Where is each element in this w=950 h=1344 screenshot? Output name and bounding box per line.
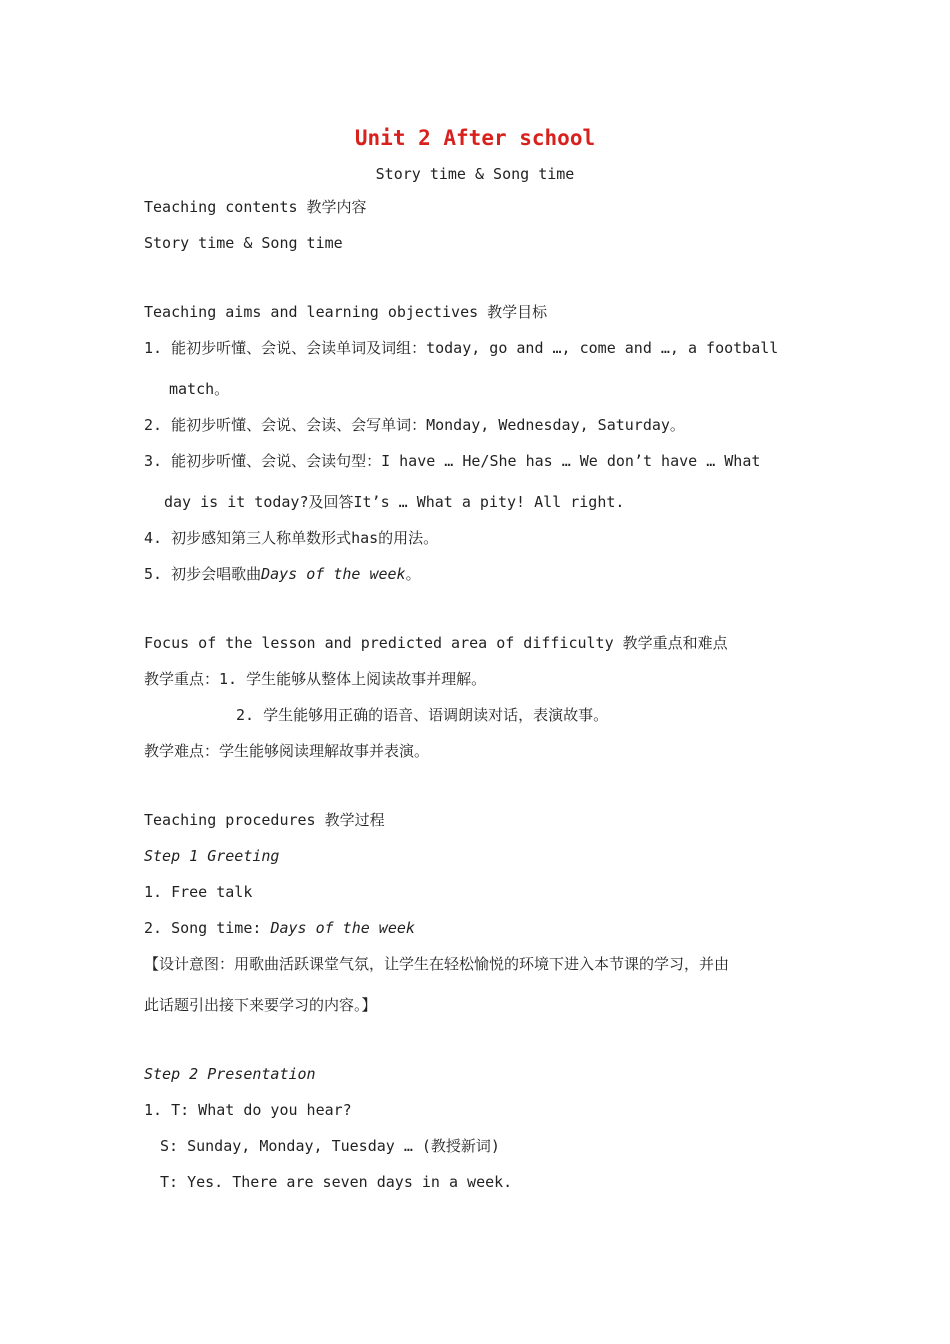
aim-5 [144, 564, 421, 584]
page-subtitle: Story time & Song time [375, 165, 575, 183]
step-2-student-line: S: Sunday, Monday, Tuesday … (教授新词) [160, 1137, 500, 1155]
design-intent-line-1: 【设计意图：用歌曲活跃课堂气氛，让学生在轻松愉悦的环境下进入本节课的学习，并由 [144, 955, 730, 973]
focus-key-2: 2. 学生能够用正确的语音、语调朗读对话，表演故事。 [236, 706, 609, 724]
step-1-item-1: 1. Free talk [144, 883, 253, 901]
step-1-title: Step 1 Greeting [144, 847, 280, 865]
procedures-heading: Teaching procedures 教学过程 [144, 811, 385, 829]
step-1-item-2 [144, 918, 415, 938]
step-1-item-2-song: Days of the week [270, 919, 415, 937]
aim-5-prefix: 5. 初步会唱歌曲 [144, 565, 262, 583]
aims-heading: Teaching aims and learning objectives 教学目标 [144, 303, 548, 321]
step-2-item-1: 1. T: What do you hear? [144, 1101, 352, 1119]
aim-1-line-2: match。 [169, 380, 230, 398]
step-1-item-2-prefix: 2. Song time: [144, 919, 271, 937]
aim-4: 4. 初步感知第三人称单数形式has的用法。 [144, 529, 439, 547]
step-2-title: Step 2 Presentation [144, 1065, 316, 1083]
aim-3-line-1: 3. 能初步听懂、会说、会读句型：I have … He/She has … We don’t have … What [144, 452, 761, 470]
focus-heading: Focus of the lesson and predicted area of difficulty 教学重点和难点 [144, 634, 728, 652]
focus-key-1: 教学重点：1. 学生能够从整体上阅读故事并理解。 [144, 670, 487, 688]
aim-2: 2. 能初步听懂、会说、会读、会写单词：Monday, Wednesday, Saturday。 [144, 416, 685, 434]
step-2-teacher-line: T: Yes. There are seven days in a week. [160, 1173, 513, 1191]
design-intent-line-2: 此话题引出接下来要学习的内容。】 [144, 996, 377, 1014]
aim-3-line-2: day is it today?及回答It’s … What a pity! All right. [164, 493, 625, 511]
aim-5-song-title: Days of the week [261, 565, 406, 583]
page-title: Unit 2 After school [354, 126, 596, 150]
contents-heading: Teaching contents 教学内容 [144, 198, 367, 216]
aim-5-suffix: 。 [405, 565, 421, 583]
contents-text: Story time & Song time [144, 234, 343, 252]
focus-difficulty: 教学难点：学生能够阅读理解故事并表演。 [144, 742, 430, 760]
aim-1-line-1: 1. 能初步听懂、会说、会读单词及词组：today, go and …, come and …, a football [144, 339, 779, 357]
